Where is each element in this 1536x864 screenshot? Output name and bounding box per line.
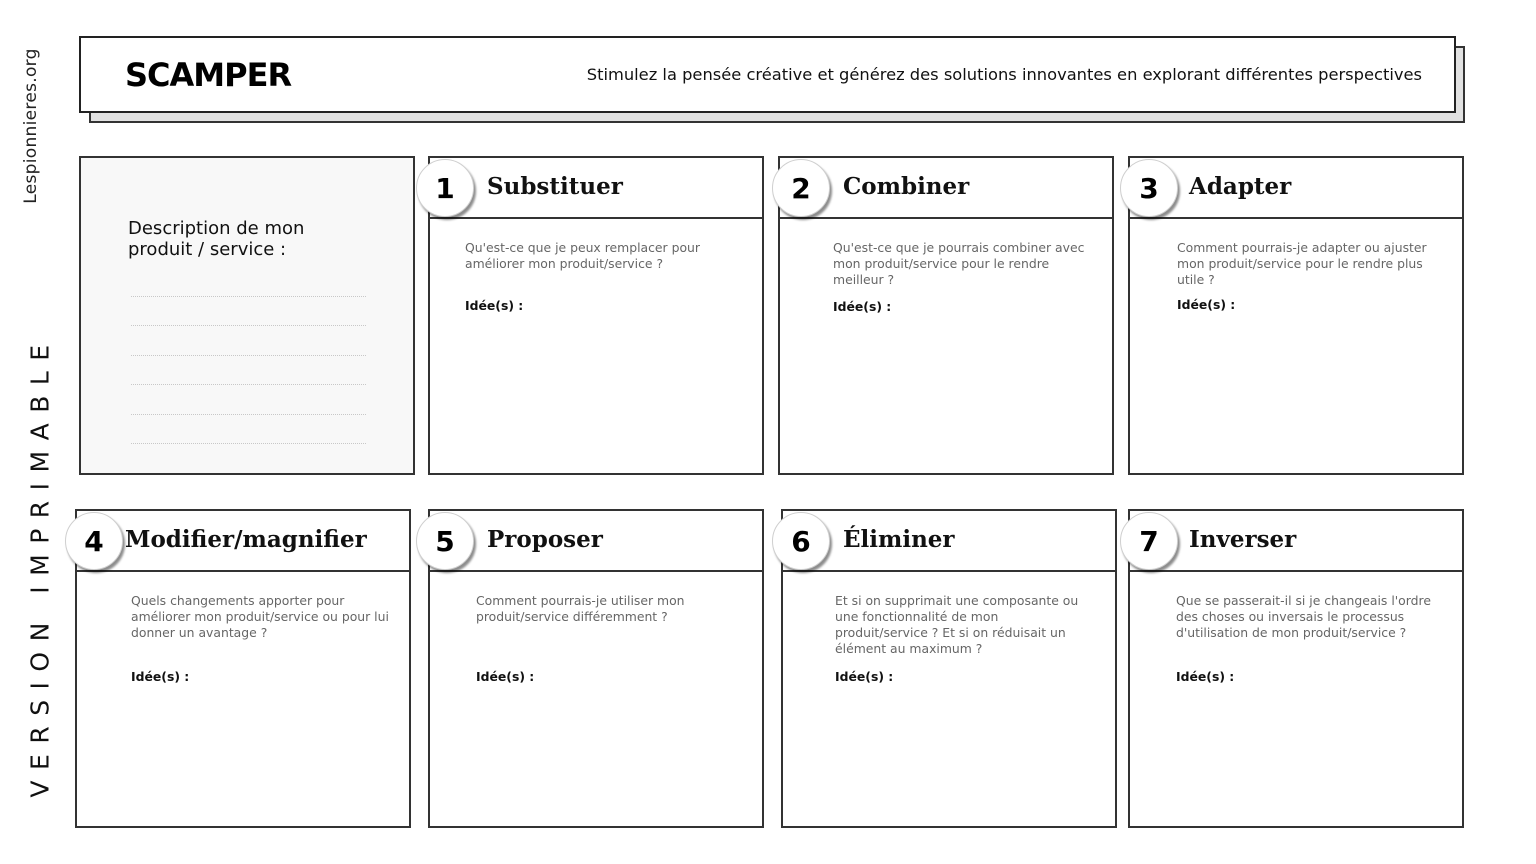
step-number-badge: 4 xyxy=(65,512,123,570)
card-question: Que se passerait-il si je changeais l'ordre des choses ou inversais le processus d'utilisation de mon produit/service ? xyxy=(1176,593,1431,640)
card-header xyxy=(430,511,762,572)
printable-version-label: VERSION IMPRIMABLE xyxy=(25,334,55,798)
card-title: Substituer xyxy=(487,173,623,200)
description-title: Description de mon produit / service : xyxy=(128,218,305,260)
card-header xyxy=(783,511,1115,572)
scamper-card-inverser[interactable] xyxy=(1128,509,1464,828)
card-question: Qu'est-ce que je pourrais combiner avec mon produit/service pour le rendre meilleur ? xyxy=(833,240,1085,287)
card-question: Et si on supprimait une composante ou une fonctionnalité de mon produit/service ? Et si on réduisait un élément au maximum ? xyxy=(835,593,1079,656)
description-line[interactable] xyxy=(131,384,366,385)
card-header xyxy=(1130,511,1462,572)
card-title: Combiner xyxy=(843,173,970,200)
ideas-label: Idée(s) : xyxy=(1176,669,1235,684)
ideas-label: Idée(s) : xyxy=(476,669,535,684)
step-number-badge: 2 xyxy=(772,159,830,217)
page-title: SCAMPER xyxy=(125,56,292,94)
ideas-label: Idée(s) : xyxy=(1177,297,1236,312)
ideas-label: Idée(s) : xyxy=(835,669,894,684)
scamper-card-eliminer[interactable] xyxy=(781,509,1117,828)
scamper-card-combiner[interactable] xyxy=(778,156,1114,475)
description-line[interactable] xyxy=(131,296,366,297)
description-line[interactable] xyxy=(131,355,366,356)
card-question: Quels changements apporter pour améliorer mon produit/service ou pour lui donner un avantage ? xyxy=(131,593,389,640)
step-number-badge: 5 xyxy=(416,512,474,570)
card-title: Adapter xyxy=(1189,173,1292,200)
scamper-card-substituer[interactable] xyxy=(428,156,764,475)
card-question: Comment pourrais-je utiliser mon produit/service différemment ? xyxy=(476,593,685,624)
scamper-card-proposer[interactable] xyxy=(428,509,764,828)
card-title: Inverser xyxy=(1189,526,1297,553)
card-question: Comment pourrais-je adapter ou ajuster mon produit/service pour le rendre plus utile ? xyxy=(1177,240,1427,287)
ideas-label: Idée(s) : xyxy=(465,298,524,313)
scamper-card-modifier[interactable] xyxy=(75,509,411,828)
card-question: Qu'est-ce que je peux remplacer pour améliorer mon produit/service ? xyxy=(465,240,700,271)
header-banner xyxy=(79,36,1456,113)
step-number-badge: 1 xyxy=(416,159,474,217)
scamper-card-adapter[interactable] xyxy=(1128,156,1464,475)
ideas-label: Idée(s) : xyxy=(833,299,892,314)
card-title: Modifier/magnifier xyxy=(125,526,367,553)
step-number-badge: 3 xyxy=(1120,159,1178,217)
card-title: Éliminer xyxy=(843,526,955,553)
card-header xyxy=(1130,158,1462,219)
product-description-card[interactable] xyxy=(79,156,415,475)
ideas-label: Idée(s) : xyxy=(131,669,190,684)
description-line[interactable] xyxy=(131,443,366,444)
card-title: Proposer xyxy=(487,526,603,553)
description-line[interactable] xyxy=(131,325,366,326)
site-watermark: Lespionnieres.org xyxy=(21,48,41,204)
page-subtitle: Stimulez la pensée créative et générez des solutions innovantes en explorant différentes perspectives xyxy=(586,65,1422,84)
description-line[interactable] xyxy=(131,414,366,415)
card-header xyxy=(77,511,409,572)
step-number-badge: 7 xyxy=(1120,512,1178,570)
step-number-badge: 6 xyxy=(772,512,830,570)
card-header xyxy=(430,158,762,219)
